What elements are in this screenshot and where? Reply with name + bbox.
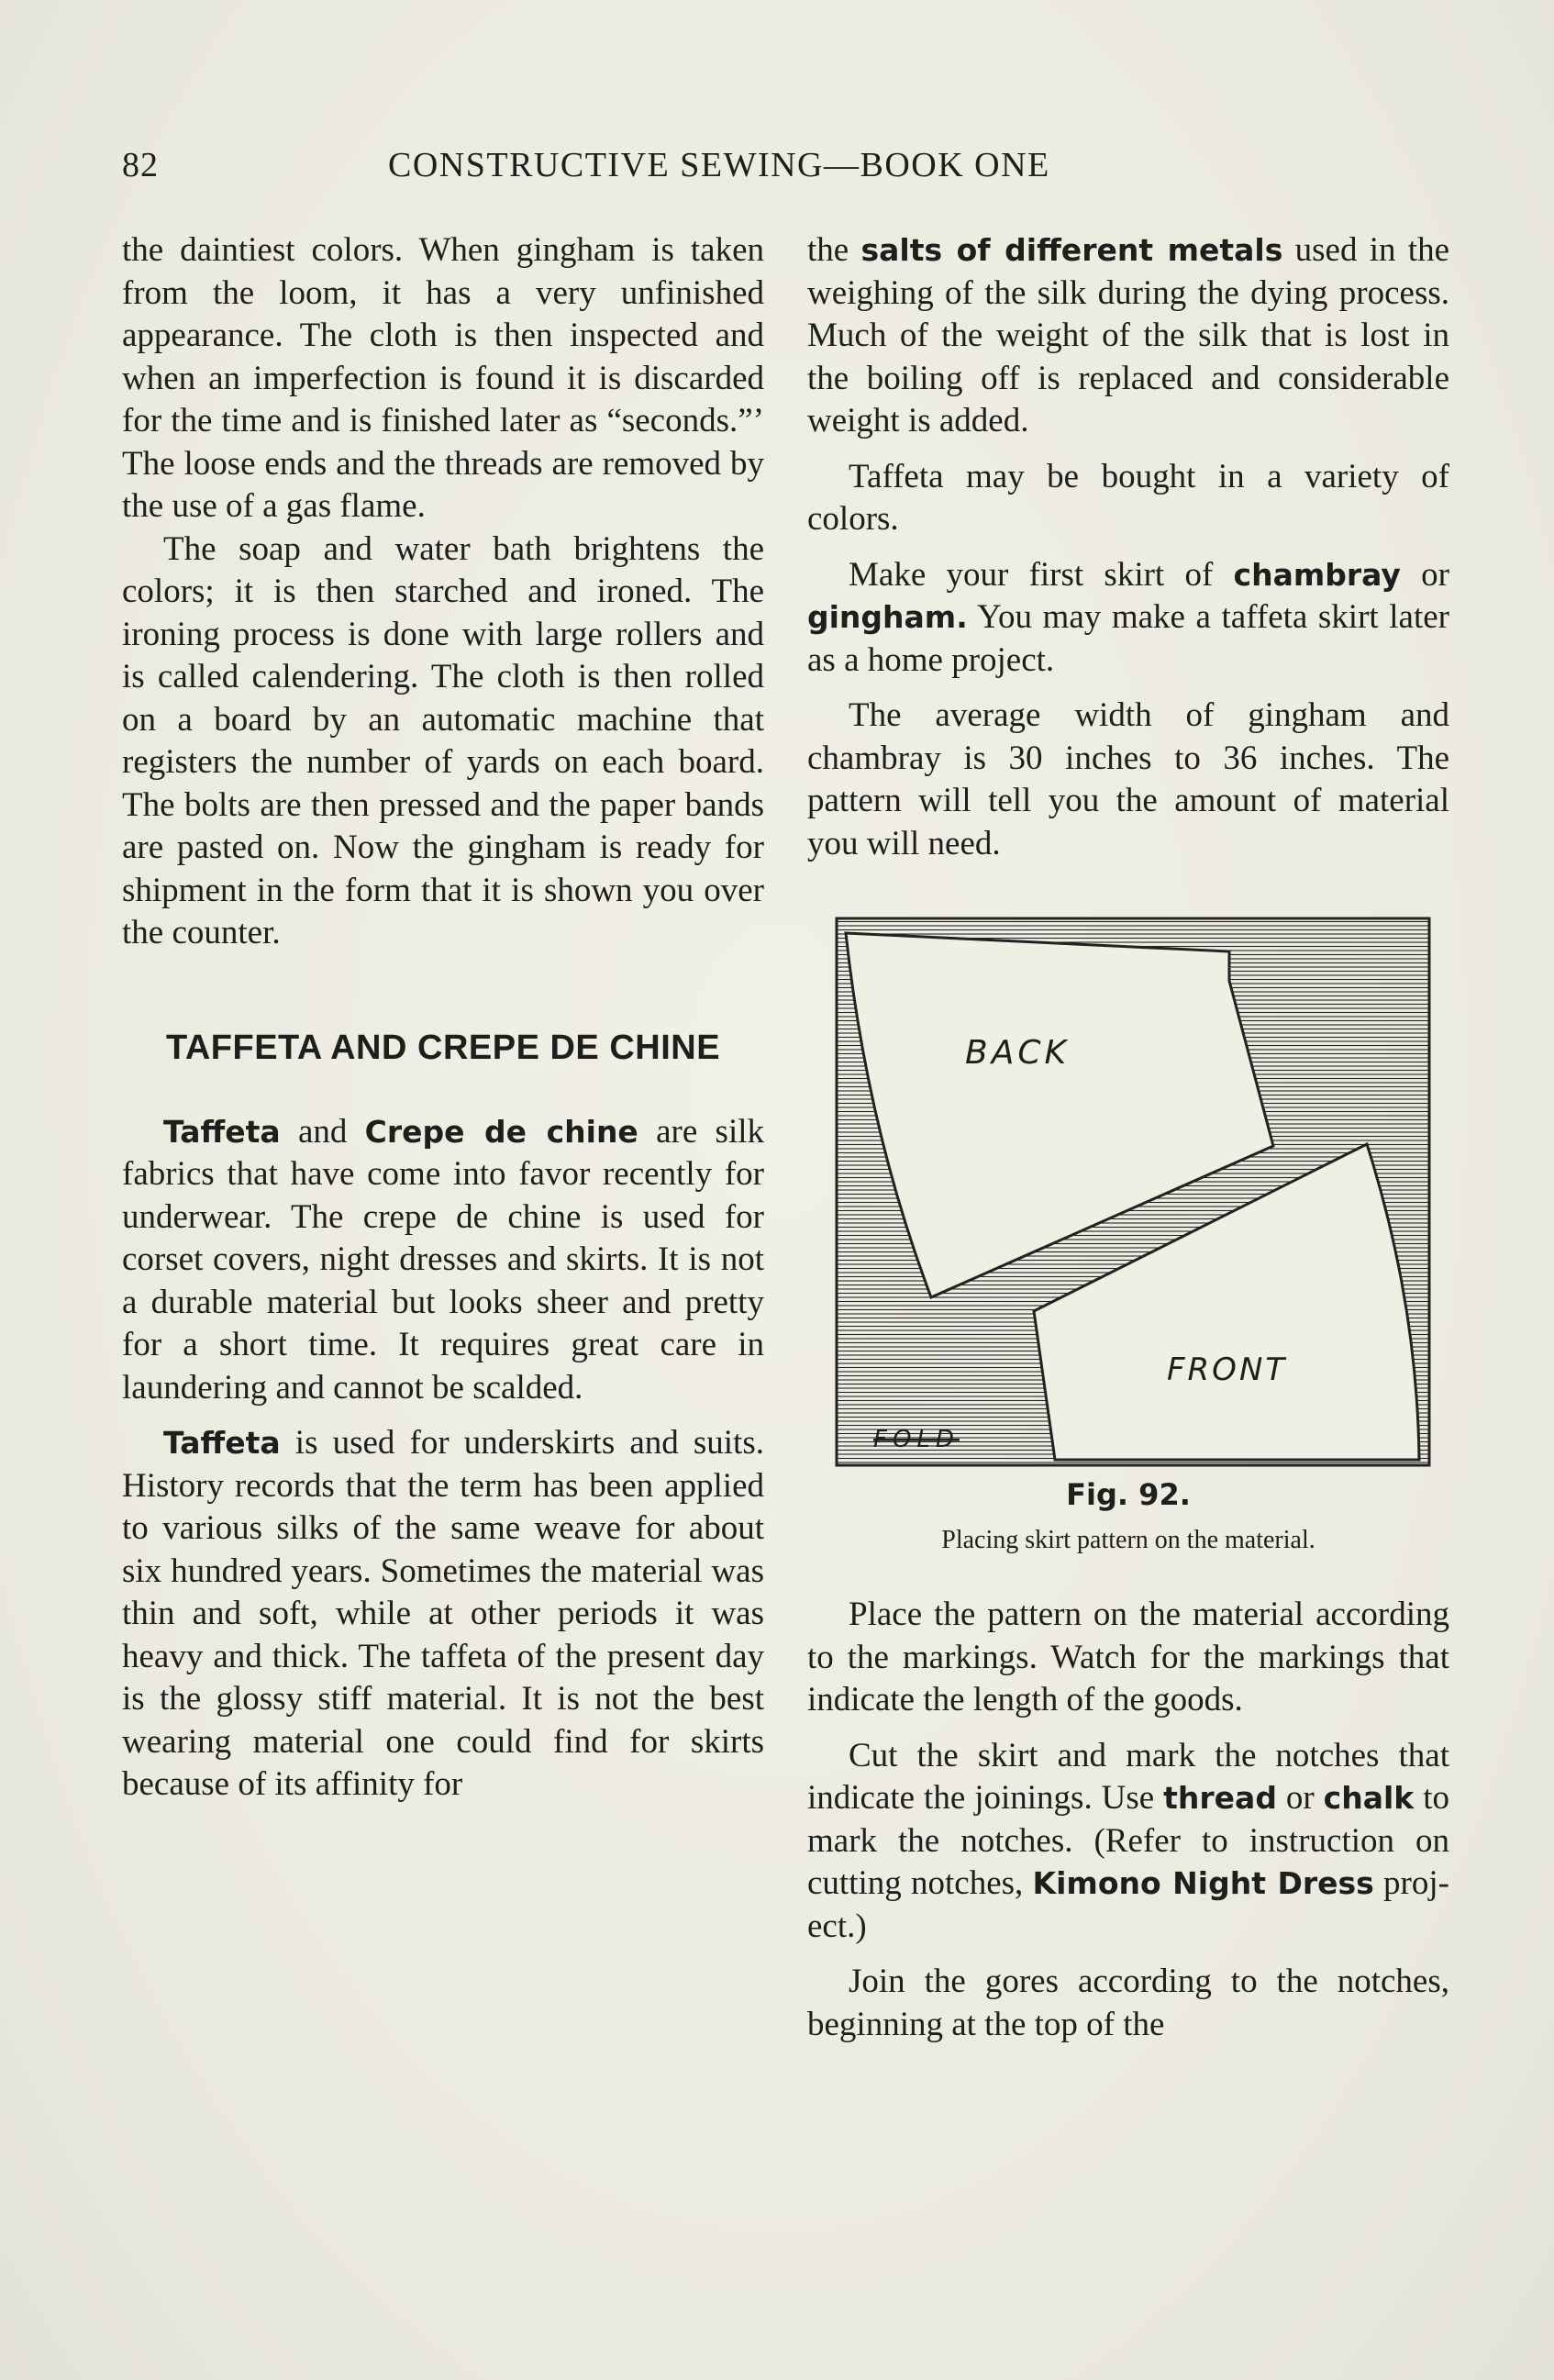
paragraph	[807, 229, 1449, 443]
paragraph: The soap and water bath brightens the colors; it is then starched and ironed. The ironing process is done with large rollers and is called calendering. The cloth is then rolled on a board by an automatic machine that registers the number of yards on each board. The bolts are then pressed and the paper bands are pasted on. Now the gingham is ready for shipment in the form that it is shown you over the counter.	[122, 529, 764, 951]
right-column	[807, 229, 1449, 2046]
paragraph	[122, 1111, 764, 1410]
section-heading: TAFFETA AND CREPE DE CHINE	[165, 1028, 721, 1067]
text-run: to mark the notches. (Refer to instruction on cutting notches,	[807, 1779, 1449, 1902]
bold-term: salts of different metals	[860, 232, 1283, 268]
skirt-pattern-diagram	[835, 917, 1431, 1467]
running-title: CONSTRUCTIVE SEWING—BOOK ONE	[388, 146, 1050, 184]
text-run: and	[280, 1112, 365, 1151]
page-number: 82	[122, 146, 159, 184]
figure-caption: Fig. 92.	[1066, 1477, 1191, 1512]
label-front: FRONT	[1167, 1351, 1288, 1388]
text-run: or	[1276, 1779, 1324, 1817]
figure-subcaption: Placing skirt pattern on the material.	[941, 1526, 1315, 1554]
text-run: or	[1400, 555, 1449, 594]
bold-term: Taffeta	[163, 1113, 281, 1150]
paragraph: The average width of gingham and chambray is 30 inches to 36 inches. The pattern will tell you the amount of material you will need.	[807, 696, 1449, 862]
paragraph: Join the gores according to the notches, beginning at the top of the	[807, 1963, 1449, 2043]
paragraph: Place the pattern on the material according to the markings. Watch for the markings that indicate the length of the goods.	[807, 1596, 1449, 1718]
bold-term: Kimono Night Dress	[1032, 1865, 1374, 1901]
text-run: You may make a taffeta skirt later as a home project.	[807, 598, 1449, 679]
text-run: project.)	[807, 1864, 1449, 1945]
text-run: used in the weighing of the silk during the dying process. Much of the weight of the silk that is lost in the boiling off is replaced and considerable weight is added.	[807, 231, 1449, 439]
bold-term: chambray	[1233, 556, 1401, 593]
paragraph: Taffeta may be bought in a variety of colors.	[807, 457, 1449, 538]
paragraph	[807, 554, 1449, 683]
bold-term: thread	[1163, 1780, 1277, 1816]
left-column	[122, 229, 764, 1807]
text-run: Cut the skirt and mark the notches that indicate the joinings. Use	[807, 1736, 1449, 1817]
bold-term: Taffeta	[163, 1425, 281, 1461]
label-back: BACK	[965, 1034, 1071, 1072]
figure-skirt-pattern	[807, 917, 1449, 1554]
text-run: is used for underskirts and suits. History records that the term has been applied to various silks of the same weave for about six hundred years. Sometimes the material was thin and soft, while at other periods it was heavy and thick. The taffeta of the present day is the glossy stiff material. It is not the best wearing material one could find for skirts because of its affinity for	[122, 1424, 764, 1803]
paragraph	[122, 1422, 764, 1807]
bold-term: gingham.	[807, 599, 968, 635]
text-run: are silk fabrics that have come into favor recently for underwear. The crepe de chine is used for corset covers, night dresses and skirts. It is not a durable material but looks sheer and pretty for a short time. It requires great care in laundering and cannot be scalded.	[122, 1112, 764, 1407]
bold-term: chalk	[1323, 1780, 1415, 1816]
label-fold: FOLD	[873, 1426, 960, 1453]
text-run: the	[807, 231, 861, 269]
running-header	[122, 145, 1159, 200]
paragraph	[807, 1735, 1449, 1949]
paragraph: the daintiest colors. When gingham is taken from the loom, it has a very unfinished appearance. The cloth is then inspected and when an imperfection is found it is discarded for the time and is finished later as “seconds.”’ The loose ends and the threads are removed by the use of a gas flame.	[122, 231, 764, 525]
bold-term: Crepe de chine	[364, 1113, 638, 1150]
text-run: Make your first skirt of	[849, 555, 1234, 594]
